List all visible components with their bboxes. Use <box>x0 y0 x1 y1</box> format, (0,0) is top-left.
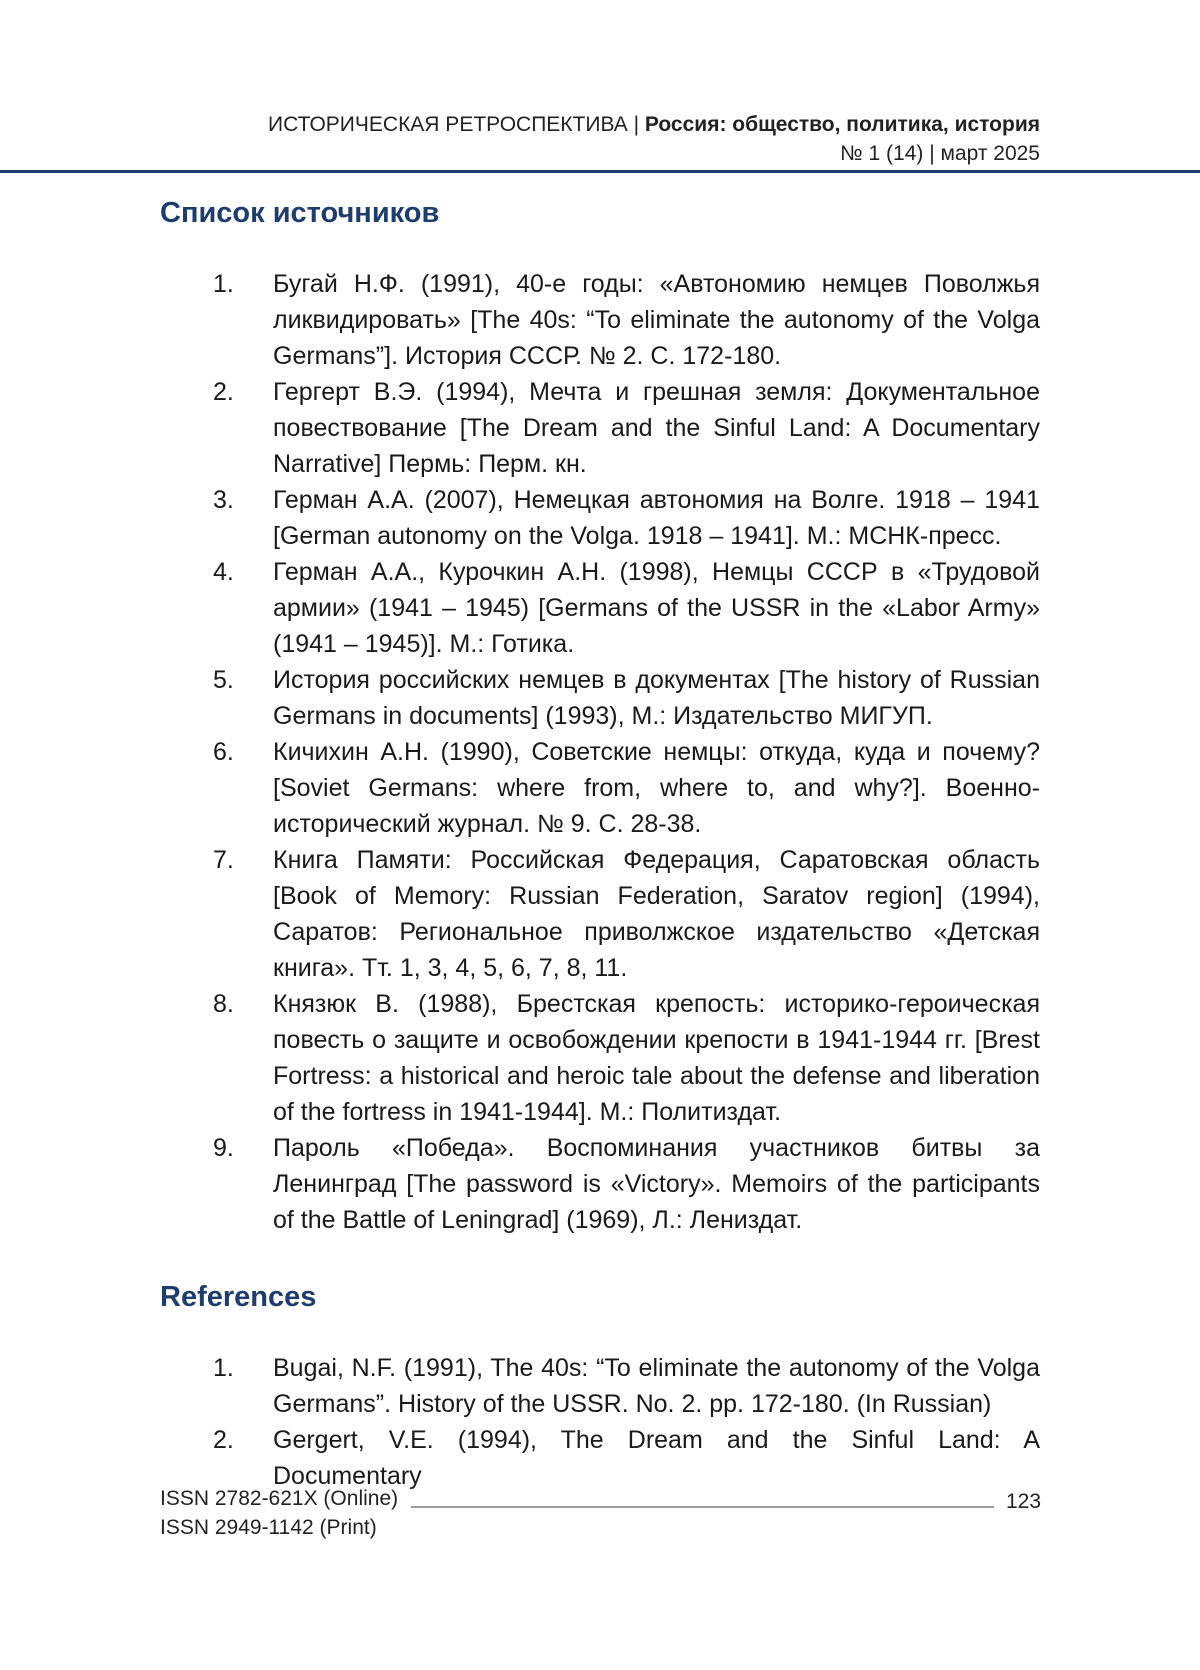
source-number: 7. <box>213 842 234 878</box>
sources-heading: Список источников <box>160 196 439 230</box>
issn-online: ISSN 2782-621X (Online) <box>160 1484 398 1513</box>
source-text: Кичихин А.Н. (1990), Советские немцы: откуда, куда и почему? [Soviet Germans: where from, where to, and why?]. Военно-исторический журнал. № 9. С. 28-38. <box>273 738 1040 838</box>
source-item <box>160 374 1040 482</box>
source-text: Князюк В. (1988), Брестская крепость: историко-героическая повесть о защите и освобождении крепости в 1941-1944 гг. [Brest Fortress: a historical and heroic tale about the defense and liberation of the fortress in 1941-1944]. М.: Политиздат. <box>273 990 1040 1126</box>
source-number: 2. <box>213 374 234 410</box>
issn-print: ISSN 2949-1142 (Print) <box>160 1513 398 1542</box>
source-text: Книга Памяти: Российская Федерация, Саратовская область [Book of Memory: Russian Federation, Saratov region] (1994), Саратов: Региональное приволжское издательство «Детская книга». Тт. 1, 3, 4, 5, 6, 7, 8, 11. <box>273 846 1040 982</box>
source-item <box>160 734 1040 842</box>
journal-title: Россия: общество, политика, история <box>645 113 1040 136</box>
source-text: История российских немцев в документах [The history of Russian Germans in documents] (1993), М.: Издательство МИГУП. <box>273 666 1040 730</box>
source-number: 8. <box>213 986 234 1022</box>
source-text: Пароль «Победа». Воспоминания участников битвы за Ленинград [The password is «Victory». Memoirs of the participants of the Battle of Leningrad] (1969), Л.: Лениздат. <box>273 1134 1040 1234</box>
reference-number: 1. <box>213 1350 234 1386</box>
source-item <box>160 1130 1040 1238</box>
reference-item <box>160 1350 1040 1422</box>
reference-text: Gergert, V.E. (1994), The Dream and the Sinful Land: A Documentary <box>273 1426 1040 1490</box>
journal-section: ИСТОРИЧЕСКАЯ РЕТРОСПЕКТИВА <box>268 113 628 136</box>
page-number: 123 <box>1006 1490 1041 1514</box>
source-item <box>160 842 1040 986</box>
source-number: 6. <box>213 734 234 770</box>
source-number: 1. <box>213 266 234 302</box>
reference-number: 2. <box>213 1422 234 1458</box>
source-text: Бугай Н.Ф. (1991), 40-е годы: «Автономию немцев Поволжья ликвидировать» [The 40s: “To eliminate the autonomy of the Volga Germans”]. История СССР. № 2. С. 172-180. <box>273 270 1040 370</box>
references-heading: References <box>160 1280 316 1314</box>
source-item <box>160 986 1040 1130</box>
source-item <box>160 266 1040 374</box>
running-header <box>0 110 1040 168</box>
header-separator: | <box>628 113 645 136</box>
source-text: Герман А.А., Курочкин А.Н. (1998), Немцы СССР в «Трудовой армии» (1941 – 1945) [Germans of the USSR in the «Labor Army» (1941 – 1945)]. М.: Готика. <box>273 558 1040 658</box>
sources-list <box>160 266 1040 1238</box>
source-number: 3. <box>213 482 234 518</box>
source-item <box>160 482 1040 554</box>
source-text: Герман А.А. (2007), Немецкая автономия на Волге. 1918 – 1941 [German autonomy on the Volga. 1918 – 1941]. М.: МСНК-пресс. <box>273 486 1040 550</box>
footer-issn <box>160 1484 398 1542</box>
source-number: 4. <box>213 554 234 590</box>
source-text: Гергерт В.Э. (1994), Мечта и грешная земля: Документальное повествование [The Dream and the Sinful Land: A Documentary Narrative] Пермь: Перм. кн. <box>273 378 1040 478</box>
reference-text: Bugai, N.F. (1991), The 40s: “To eliminate the autonomy of the Volga Germans”. History of the USSR. No. 2. pp. 172-180. (In Russian) <box>273 1354 1040 1418</box>
source-item <box>160 662 1040 734</box>
footer-rule <box>411 1506 994 1508</box>
source-item <box>160 554 1040 662</box>
header-rule <box>0 170 1200 173</box>
source-number: 5. <box>213 662 234 698</box>
source-number: 9. <box>213 1130 234 1166</box>
issue-info: № 1 (14) | март 2025 <box>0 139 1040 168</box>
references-list <box>160 1350 1040 1494</box>
journal-header-line <box>0 110 1040 139</box>
